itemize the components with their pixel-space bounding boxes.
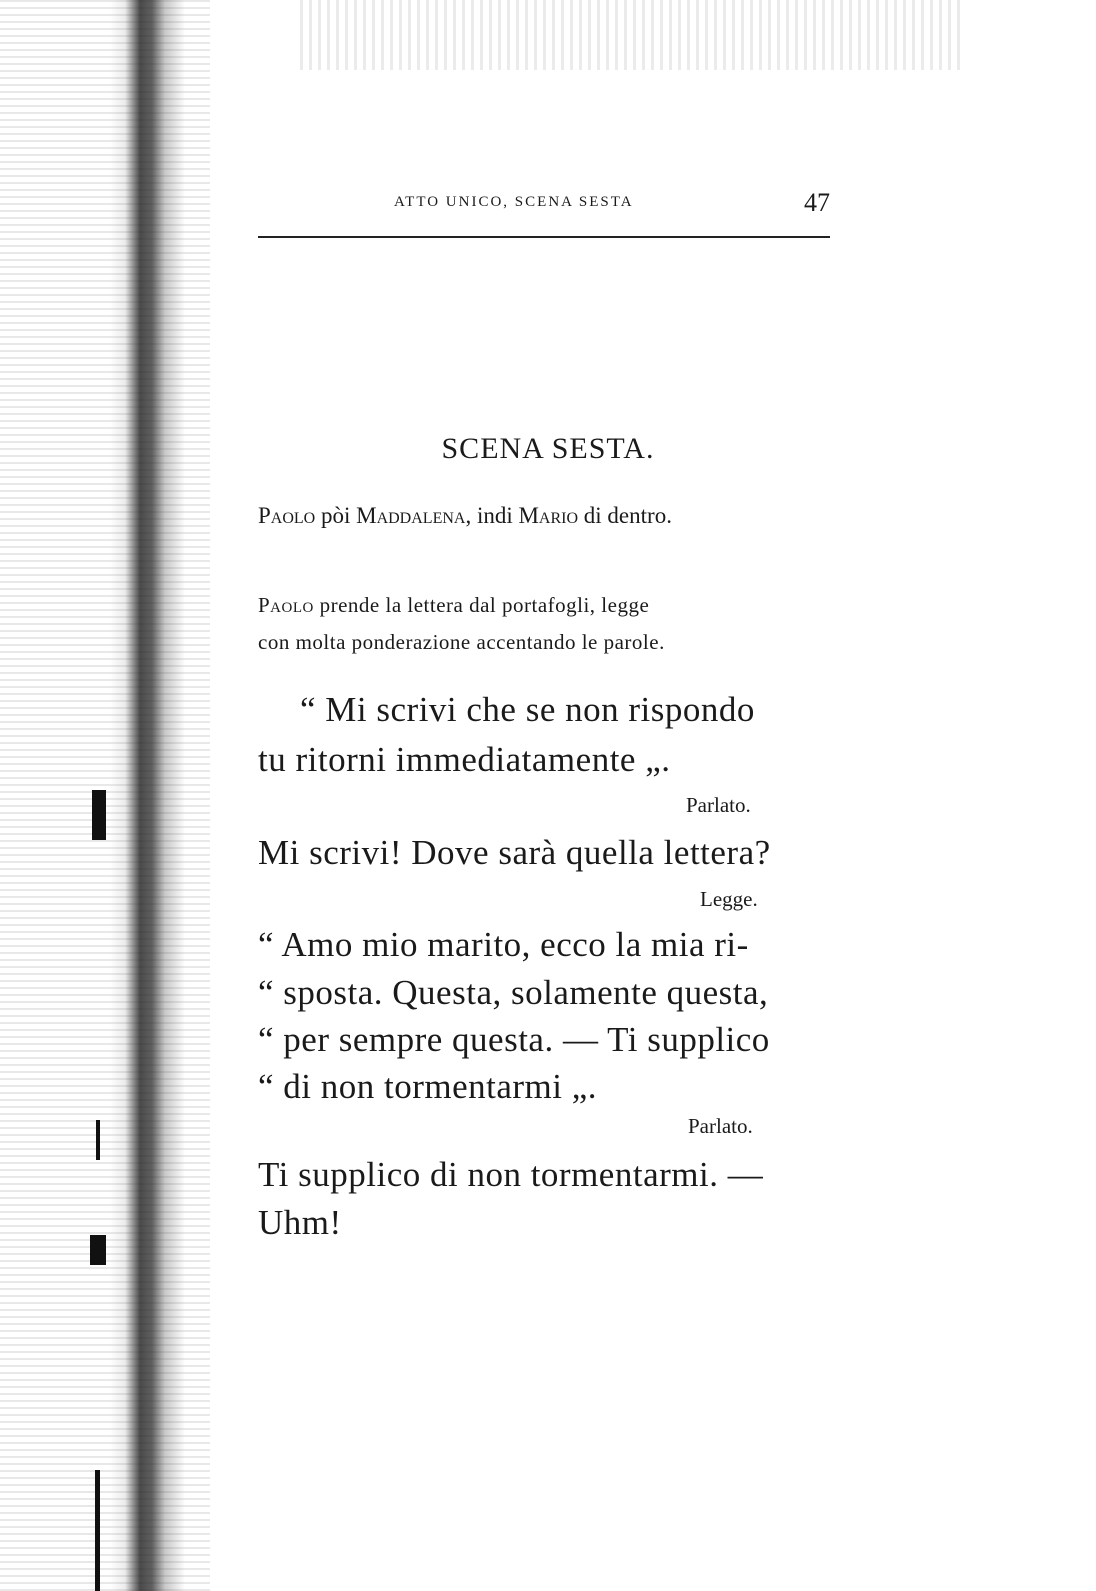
dialogue-line: “ per sempre questa. — Ti supplico — [258, 1020, 770, 1059]
direction-parlato: Parlato. — [688, 1114, 753, 1138]
dialogue-line: “ Amo mio marito, ecco la mia ri- — [258, 925, 749, 964]
cast-name-maddalena: Maddalena — [356, 503, 466, 528]
cast-tail: di dentro. — [578, 503, 672, 528]
stage-direction-line-1 — [258, 593, 649, 618]
cast-name-paolo: Paolo — [258, 503, 316, 528]
dialogue-line: “ Mi scrivi che se non rispondo — [300, 690, 755, 729]
dialogue-line: “ sposta. Questa, solamente questa, — [258, 973, 769, 1012]
header-rule — [258, 236, 830, 238]
cast-name-mario: Mario — [518, 503, 579, 528]
dialogue-line: tu ritorni immediatamente „. — [258, 740, 671, 779]
page-number: 47 — [804, 188, 830, 217]
dialogue-line: Uhm! — [258, 1203, 342, 1242]
dialogue-line: “ di non tormentarmi „. — [258, 1067, 598, 1106]
cast-joiner: , indi — [465, 503, 519, 528]
direction-legge: Legge. — [700, 887, 758, 911]
scan-noise — [300, 0, 960, 70]
scene-title: SCENA SESTA. — [441, 432, 655, 465]
stage-direction-line-2: con molta ponderazione accentando le parole. — [258, 630, 665, 654]
running-title: ATTO UNICO, SCENA SESTA — [394, 194, 634, 210]
scan-mark — [90, 1235, 106, 1265]
direction-parlato: Parlato. — [686, 793, 751, 817]
scan-mark — [96, 1120, 100, 1160]
scan-mark — [92, 790, 106, 840]
cast-joiner: pòi — [315, 503, 357, 528]
cast-list — [258, 503, 672, 529]
stage-direction-text: prende la lettera dal portafogli, legge — [313, 593, 650, 617]
running-header — [258, 188, 838, 228]
dialogue-line: Mi scrivi! Dove sarà quella lettera? — [258, 833, 771, 872]
dialogue-line: Ti supplico di non tormentarmi. — — [258, 1155, 764, 1194]
stage-speaker: Paolo — [258, 593, 314, 617]
scan-mark — [95, 1470, 100, 1591]
